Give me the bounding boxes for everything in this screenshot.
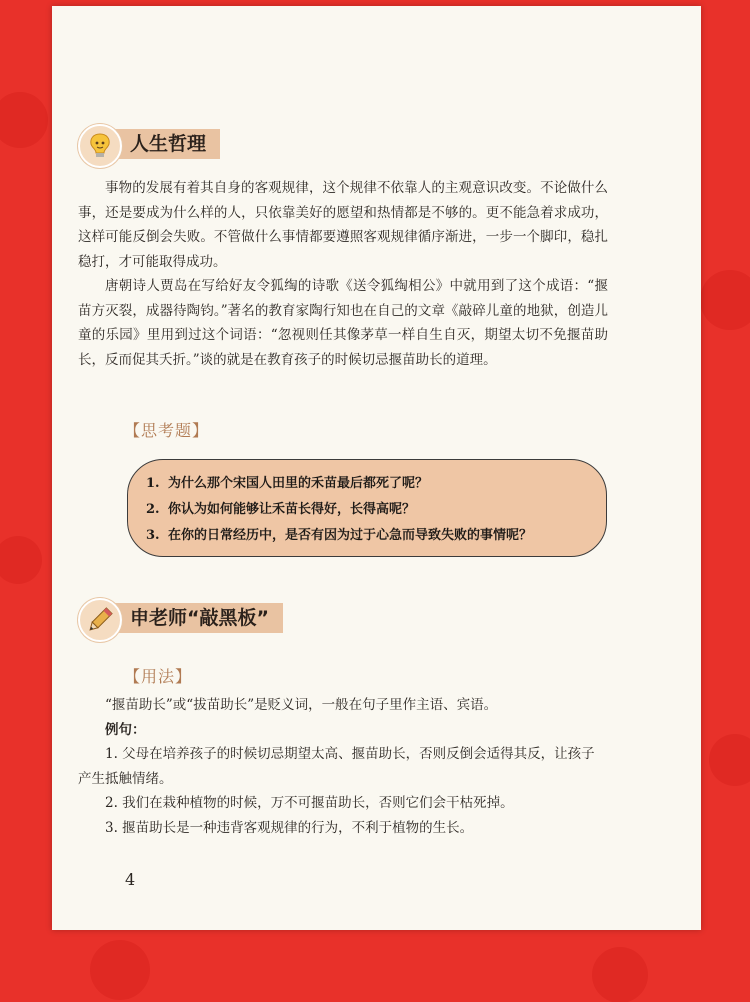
paragraph-1: 事物的发展有着其自身的客观规律，这个规律不依靠人的主观意识改变。不论做什么事，还是要成为什么样的人，只依靠美好的愿望和热情都是不够的。更不能急着求成功，这样可能反倒会失败。不管做什么事情都要遵照客观规律循序渐进，一步一个脚印，稳扎稳打，才可能取得成功。 [78,180,608,270]
section-title: 人生哲理 [102,129,220,159]
section-header-philosophy [78,124,438,164]
lightbulb-icon [78,124,122,168]
section-header-teacher [78,598,438,638]
example-label: 例句： [105,722,146,738]
example-3: 3. 揠苗助长是一种违背客观规律的行为，不利于植物的生长。 [105,820,474,836]
example-2: 2. 我们在栽种植物的时候，万不可揠苗助长，否则它们会干枯死掉。 [105,795,514,811]
question-item: 2. 你认为如何能够让禾苗长得好，长得高呢？ [146,502,416,517]
section-title: 申老师“敲黑板” [102,603,283,633]
paragraph-2: 唐朝诗人贾岛在写给好友令狐绹的诗歌《送令狐绹相公》中就用到了这个成语：“揠苗方灭裂，成器待陶钧。”著名的教育家陶行知也在自己的文章《敲碎儿童的地狱，创造儿童的乐园》里用到过这个词语：“忽视则任其像茅草一样自生自灭，期望太切不免揠苗助长，反而促其夭折。”谈的就是在教育孩子的时候切忌揠苗助长的道理。 [78,278,608,368]
example-1: 1. 父母在培养孩子的时候切忌期望太高、揠苗助长，否则反倒会适得其反，让孩子产生抵触情绪。 [78,746,595,787]
usage-text: “揠苗助长”或“拔苗助长”是贬义词，一般在句子里作主语、宾语。 [105,697,498,713]
page-number: 4 [125,870,136,889]
thinking-questions-box [127,459,607,557]
pencil-icon [78,598,122,642]
usage-label: 【用法】 [124,667,193,686]
thinking-label: 【思考题】 [124,421,210,440]
question-item: 1. 为什么那个宋国人田里的禾苗最后都死了呢？ [146,476,429,491]
question-item: 3. 在你的日常经历中，是否有因为过于心急而导致失败的事情呢？ [146,528,533,543]
